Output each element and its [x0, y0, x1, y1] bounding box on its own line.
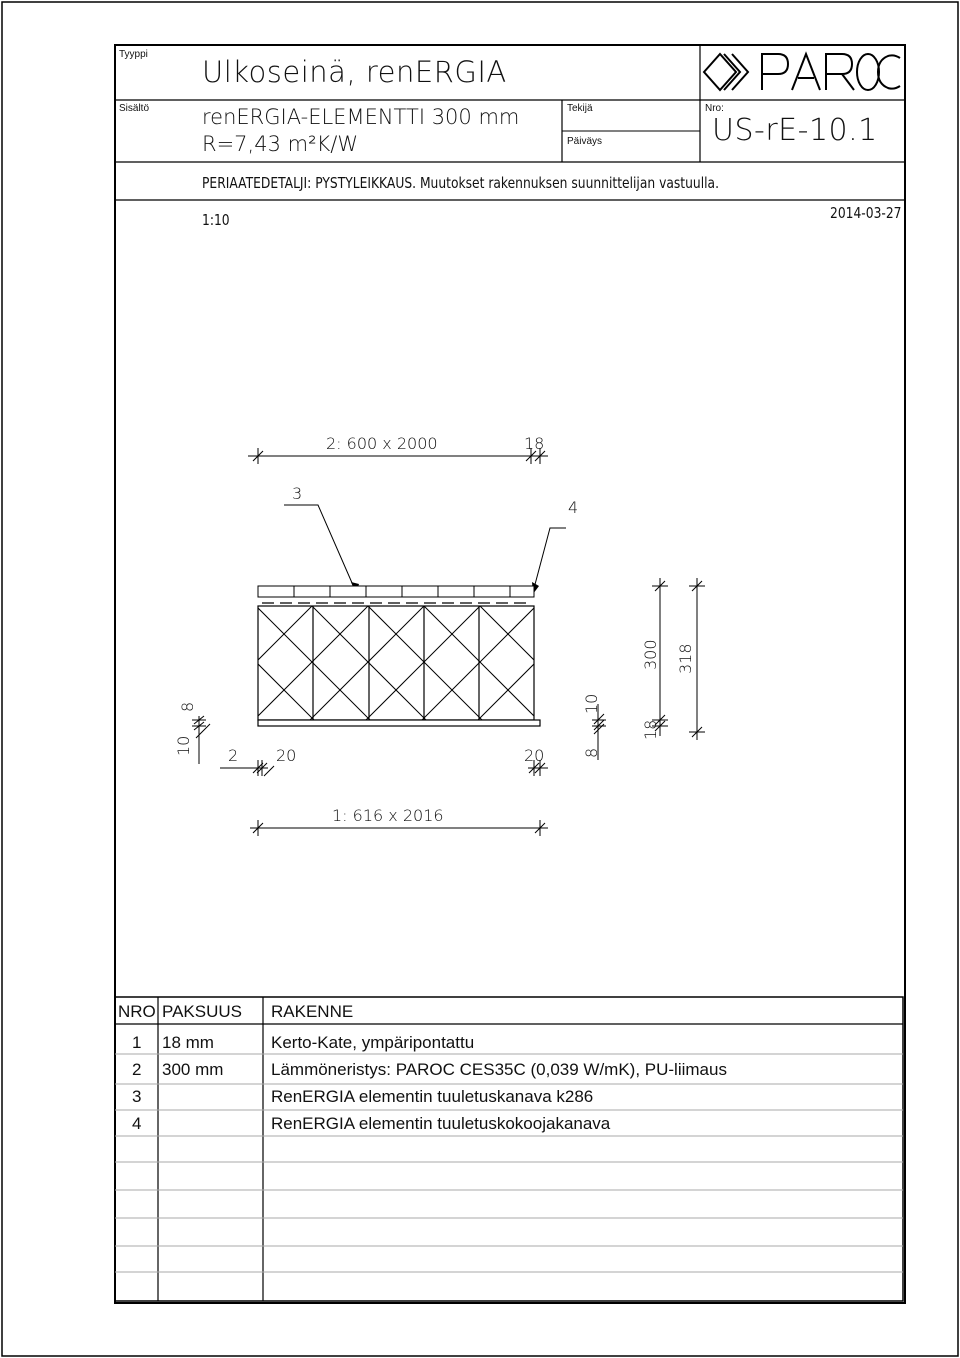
- dim-label-10-right: 10: [582, 693, 601, 714]
- table-row-2-paksuus: 300 mm: [162, 1060, 224, 1079]
- table-row-1-paksuus: 18 mm: [162, 1033, 214, 1052]
- dim-label-10-left: 10: [174, 735, 193, 756]
- dim-bottom-label: 1: 616 x 2016: [332, 806, 444, 825]
- scale: 1:10: [202, 211, 230, 229]
- drawing-number: US-rE-10.1: [712, 113, 878, 148]
- paivays-label: Päiväys: [567, 136, 603, 147]
- callout-3: 3: [292, 484, 303, 503]
- table-row-1-nro: 1: [132, 1033, 142, 1052]
- callout-4: 4: [568, 498, 579, 517]
- dim-label-20-right: 20: [524, 746, 545, 765]
- dim-label-8-right: 8: [582, 747, 601, 758]
- table-row-4-rakenne: RenERGIA elementin tuuletuskokoojakanava: [271, 1114, 611, 1133]
- sisalto-label: Sisältö: [119, 103, 150, 114]
- table-header-nro: NRO: [118, 1002, 156, 1021]
- nro-label: Nro:: [705, 103, 724, 114]
- drawing-title: Ulkoseinä, renERGIA: [202, 55, 507, 89]
- date: 2014-03-27: [830, 204, 902, 222]
- table-row-1-rakenne: Kerto-Kate, ympäripontattu: [271, 1033, 475, 1052]
- dim-label-18-right: 18: [641, 719, 660, 740]
- tekija-label: Tekijä: [567, 103, 593, 114]
- dim-label-2: 2: [228, 746, 239, 765]
- table-row-2-nro: 2: [132, 1060, 142, 1079]
- dim-top-18-label: 18: [524, 434, 545, 453]
- content-line-1: renERGIA-ELEMENTTI 300 mm: [202, 105, 520, 129]
- dim-top-label: 2: 600 x 2000: [326, 434, 438, 453]
- table-row-4-nro: 4: [132, 1114, 142, 1133]
- tyyppi-label: Tyyppi: [119, 49, 148, 60]
- dim-label-318: 318: [676, 643, 695, 674]
- detail-note: PERIAATEDETALJI: PYSTYLEIKKAUS. Muutokset rakennuksen suunnittelijan vastuulla.: [202, 174, 720, 192]
- table-row-3-rakenne: RenERGIA elementin tuuletuskanava k286: [271, 1087, 594, 1106]
- dim-label-20-left: 20: [276, 746, 297, 765]
- dim-label-8-left: 8: [178, 701, 197, 712]
- content-line-2: R=7,43 m²K/W: [202, 132, 359, 156]
- table-header-rakenne: RAKENNE: [271, 1002, 354, 1021]
- dim-label-300: 300: [641, 639, 660, 670]
- table-row-2-rakenne: Lämmöneristys: PAROC CES35C (0,039 W/mK), PU-liimaus: [271, 1060, 727, 1079]
- table-header-paksuus: PAKSUUS: [162, 1002, 242, 1021]
- table-row-3-nro: 3: [132, 1087, 142, 1106]
